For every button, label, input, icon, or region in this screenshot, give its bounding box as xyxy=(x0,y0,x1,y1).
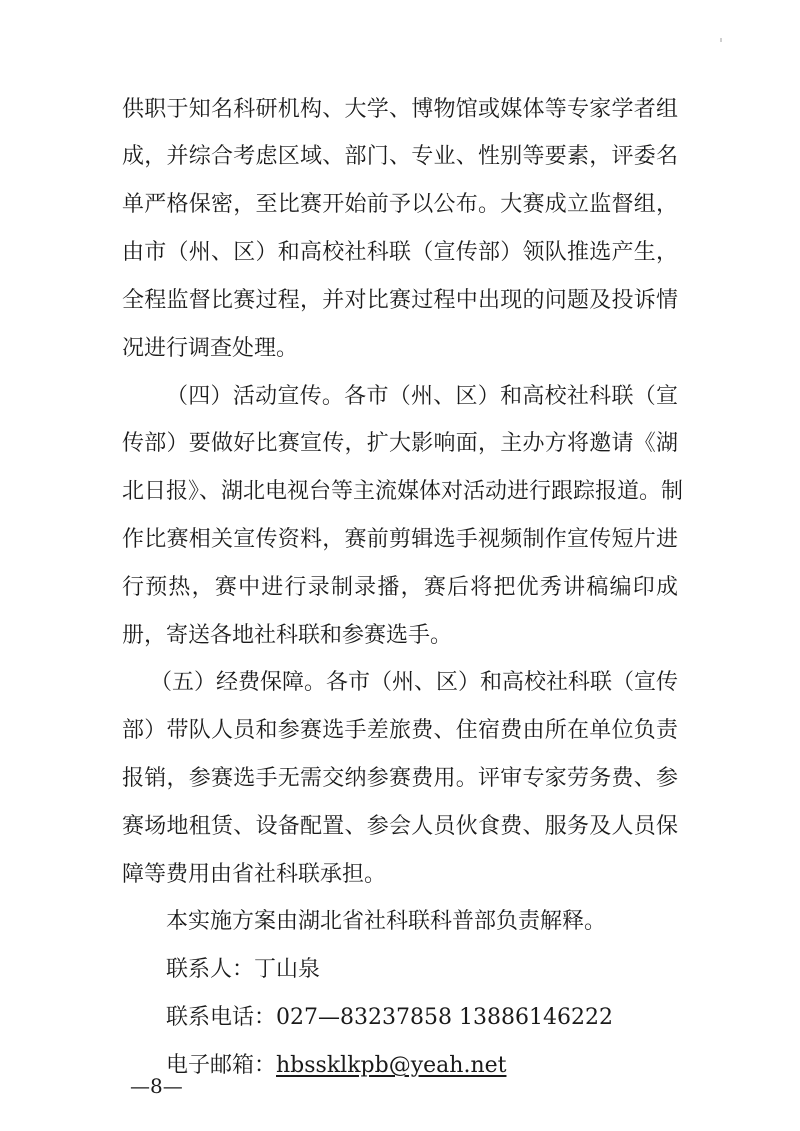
contact-person-row xyxy=(166,955,320,985)
interpretation-statement: 本实施方案由湖北省社科联科普部负责解释。 xyxy=(166,909,607,934)
section-heading-line: （四）活动宣传。各市（州、区）和高校社科联（宣 xyxy=(166,384,678,409)
text-line: 障等费用由省社科联承担。 xyxy=(122,862,387,887)
text-line: 单严格保密，至比赛开始前予以公布。大赛成立监督组， xyxy=(122,192,678,217)
text-line: 报销，参赛选手无需交纳参赛费用。评审专家劳务费、参 xyxy=(122,766,678,791)
text-line: 册，寄送各地社科联和参赛选手。 xyxy=(122,623,453,648)
text-line: 作比赛相关宣传资料，赛前剪辑选手视频制作宣传短片进 xyxy=(122,527,678,552)
contact-email-link[interactable]: hbssklkpb@yeah.net xyxy=(276,1053,507,1078)
section-heading-line: （五）经费保障。各市（州、区）和高校社科联（宣传 xyxy=(150,670,679,695)
text-line: 全程监督比赛过程，并对比赛过程中出现的问题及投诉情 xyxy=(122,288,678,313)
text-line: 北日报》、湖北电视台等主流媒体对活动进行跟踪报道。制 xyxy=(122,479,684,504)
contact-person-label: 联系人： xyxy=(166,957,255,982)
contact-email-label: 电子邮箱： xyxy=(166,1053,277,1078)
text-line: 传部）要做好比赛宣传，扩大影响面，主办方将邀请《湖 xyxy=(122,431,678,456)
text-line: 况进行调查处理。 xyxy=(122,336,299,361)
text-line: 行预热，赛中进行录制录播，赛后将把优秀讲稿编印成 xyxy=(122,575,678,600)
contact-person-name: 丁山泉 xyxy=(254,957,321,982)
contact-phone-row xyxy=(166,1003,613,1033)
contact-phone-label: 联系电话： xyxy=(166,1005,277,1030)
page-number: —8— xyxy=(130,1074,183,1098)
text-line: 成，并综合考虑区域、部门、专业、性别等要素，评委名 xyxy=(122,144,678,169)
text-line: 由市（州、区）和高校社科联（宣传部）领队推选产生， xyxy=(122,240,678,265)
text-line: 赛场地租赁、设备配置、参会人员伙食费、服务及人员保 xyxy=(122,814,678,839)
scan-mark xyxy=(720,38,722,42)
text-line: 部）带队人员和参赛选手差旅费、住宿费由所在单位负责 xyxy=(122,718,678,743)
contact-phone-numbers: 027—83237858 13886146222 xyxy=(276,1005,613,1030)
contact-email-row xyxy=(166,1051,506,1081)
text-line: 供职于知名科研机构、大学、博物馆或媒体等专家学者组 xyxy=(122,97,678,122)
